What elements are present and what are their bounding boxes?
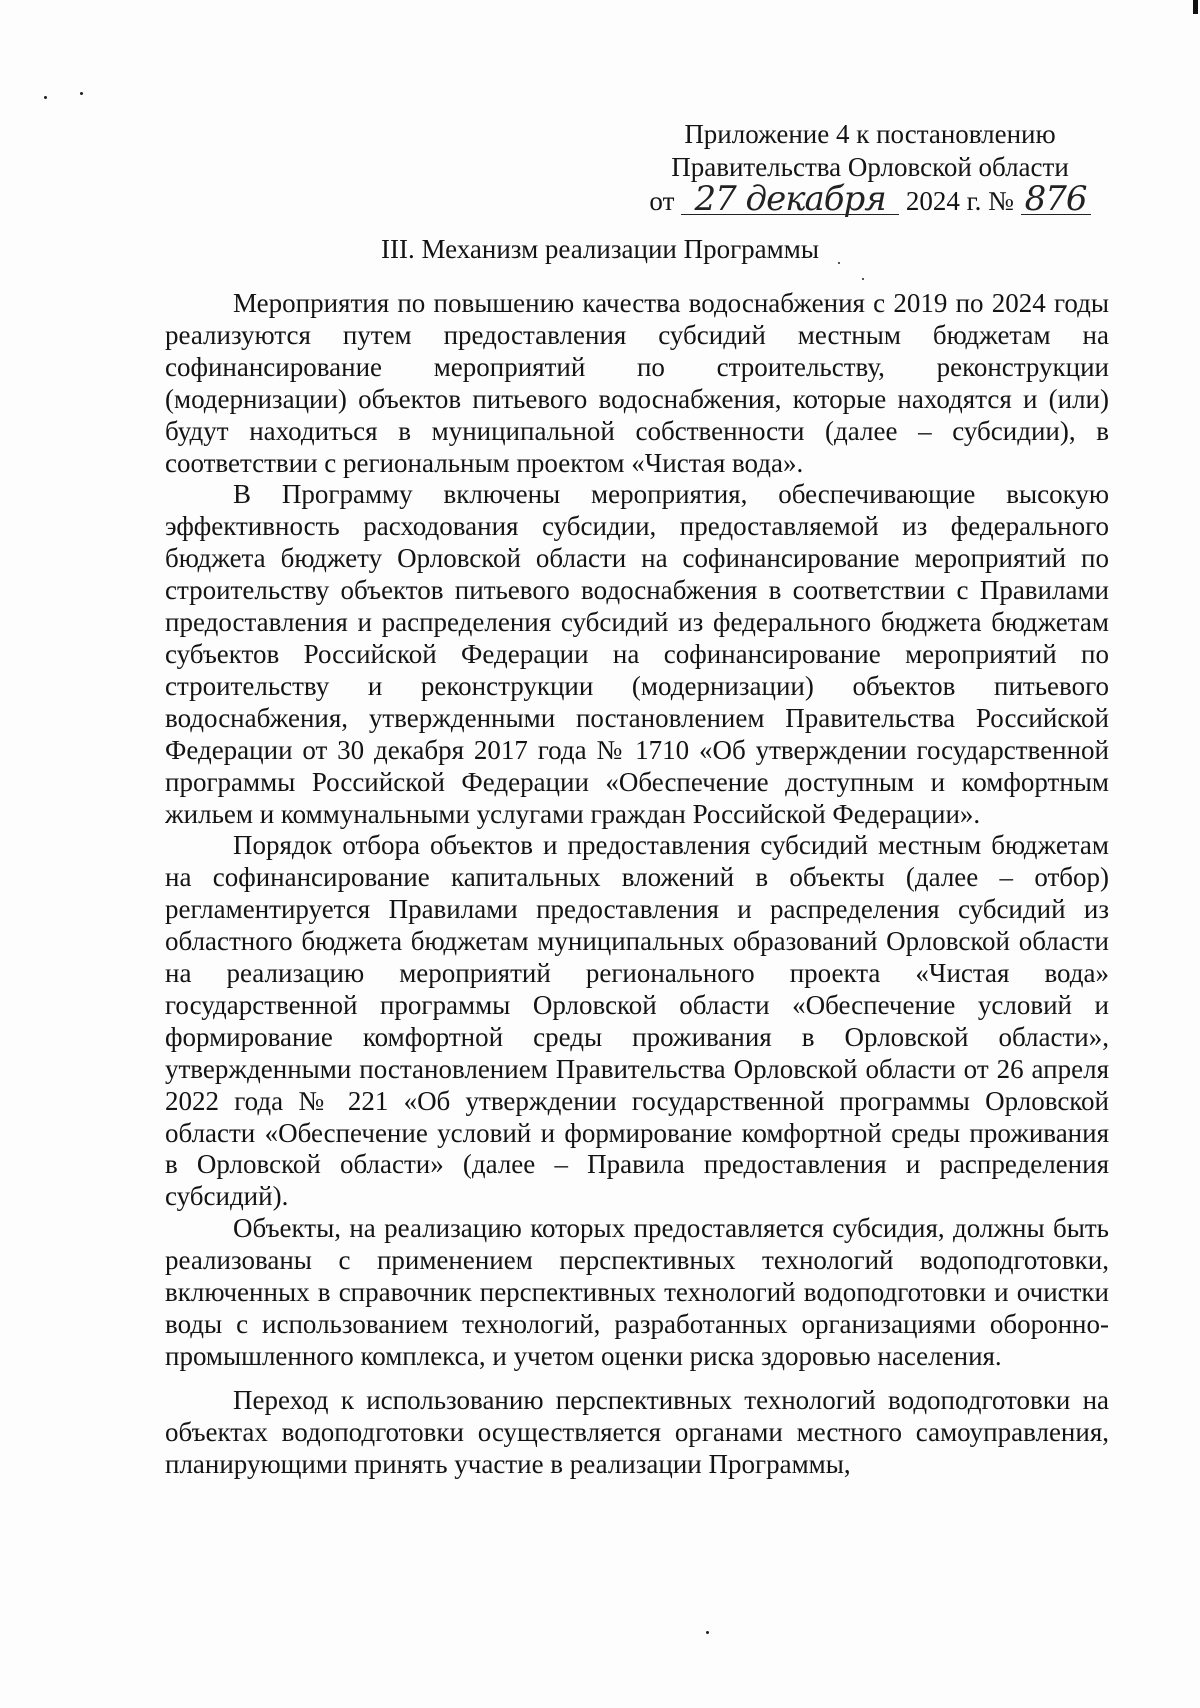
- header-date-line: [640, 179, 1100, 219]
- paragraph: В Программу включены мероприятия, обеспечивающие высокую эффективность расходования субсидии, предоставляемой из федерального бюджета бюджету Орловской области на софинансирование мероприятий по строительству объектов питьевого водоснабжения в соответствии с Правилами предоставления и распределения субсидий из федерального бюджета бюджетам субъектов Российской Федерации на софинансирование мероприятий по строительству и реконструкции (модернизации) объектов питьевого водоснабжения, утвержденными постановлением Правительства Российской Федерации от 30 декабря 2017 года № 1710 «Об утверждении государственной программы Российской Федерации «Обеспечение доступным и комфортным жильем и коммунальными услугами граждан Российской Федерации».: [165, 479, 1109, 829]
- scan-speck: [44, 96, 47, 99]
- document-header: [640, 118, 1100, 218]
- scan-speck: [80, 92, 83, 95]
- year-number-label: 2024 г. №: [905, 186, 1014, 216]
- section-title: III. Механизм реализации Программы: [381, 234, 819, 264]
- scan-speck: [706, 1631, 709, 1634]
- scan-speck: [862, 278, 864, 280]
- date-prefix: от: [649, 186, 675, 216]
- header-line-appendix: Приложение 4 к постановлению: [684, 119, 1056, 149]
- paragraph: Мероприятия по повышению качества водоснабжения с 2019 по 2024 годы реализуются путем предоставления субсидий местным бюджетам на софинансирование мероприятий по строительству, реконструкции (модернизации) объектов питьевого водоснабжения, которые находятся и (или) будут находиться в муниципальной собственности (далее – субсидии), в соответствии с региональным проектом «Чистая вода».: [165, 288, 1109, 478]
- paragraph: Порядок отбора объектов и предоставления субсидий местным бюджетам на софинансирование капитальных вложений в объекты (далее – отбор) регламентируется Правилами предоставления и распределения субсидий из областного бюджета бюджетам муниципальных образований Орловской области на реализацию мероприятий регионального проекта «Чистая вода» государственной программы Орловской области «Обеспечение условий и формирование комфортной среды проживания в Орловской области», утвержденными постановлением Правительства Орловской области от 26 апреля 2022 года № 221 «Об утверждении государственной программы Орловской области «Обеспечение условий и формирование комфортной среды проживания в Орловской области» (далее – Правила предоставления и распределения субсидий).: [165, 830, 1109, 1212]
- paragraph: Переход к использованию перспективных технологий водоподготовки на объектах водоподготовки осуществляется органами местного самоуправления, планирующими принять участие в реализации Программы,: [165, 1384, 1109, 1479]
- handwritten-date: 27 декабря: [681, 184, 899, 215]
- document-body: [165, 288, 1109, 1481]
- scan-edge-mark: [1193, 0, 1198, 14]
- paragraph: Объекты, на реализацию которых предоставляется субсидия, должны быть реализованы с применением перспективных технологий водоподготовки, включенных в справочник перспективных технологий водоподготовки и очистки воды с использованием технологий, разработанных организациями оборонно-промышленного комплекса, и учетом оценки риска здоровью населения.: [165, 1213, 1109, 1371]
- handwritten-number: 876: [1021, 184, 1091, 215]
- header-line-government: Правительства Орловской области: [671, 152, 1069, 182]
